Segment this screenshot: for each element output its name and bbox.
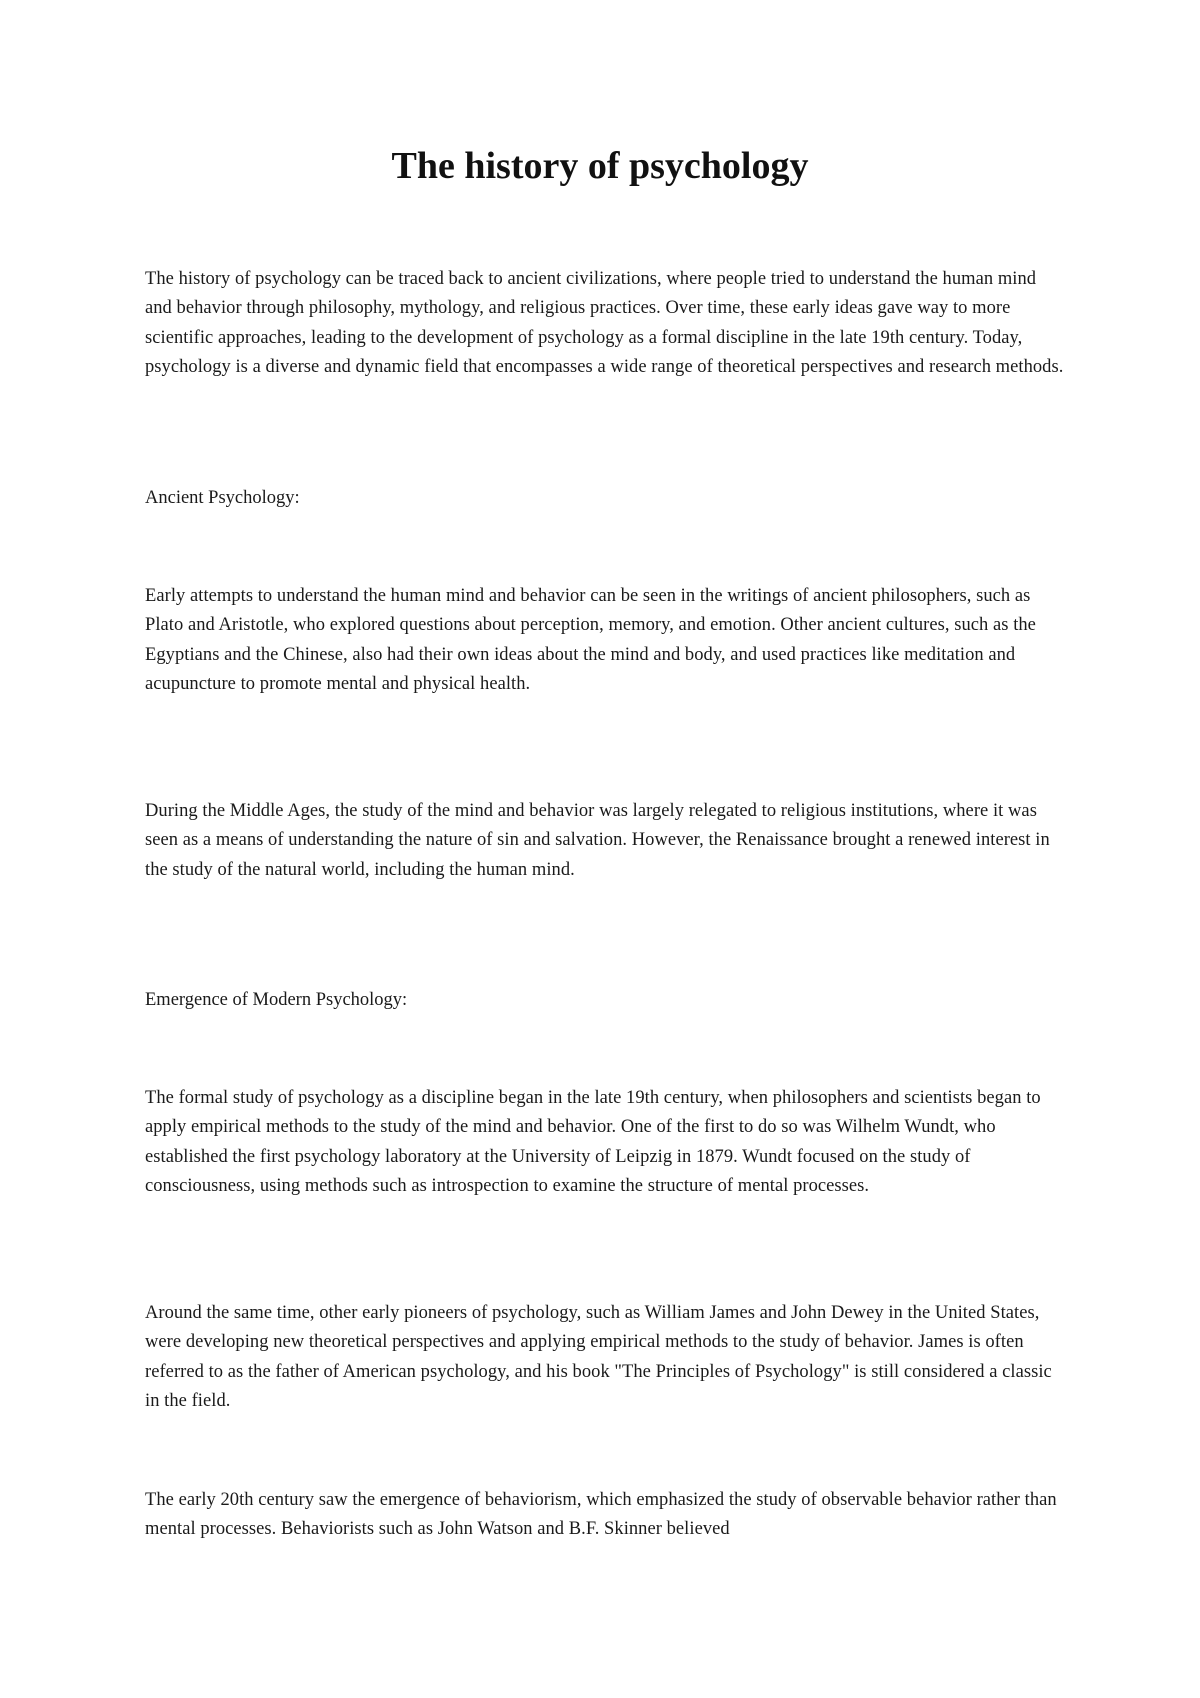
intro-paragraph: The history of psychology can be traced back to ancient civilizations, where people tried to understand the human mind and behavior through philosophy, mythology, and religious practices. Over time, these early ideas gave way to more scientific approaches, leading to the development of psychology as a formal discipline in the late 19th century. Today, psychology is a diverse and dynamic field that encompasses a wide range of theoretical perspectives and research methods. [145, 269, 1064, 377]
paragraph-ancient-2: During the Middle Ages, the study of the mind and behavior was largely relegated to religious institutions, where it was seen as a means of understanding the nature of sin and salvation. However, the Renaissance brought a renewed interest in the study of the natural world, including the human mind. [145, 801, 1050, 880]
paragraph-modern-2: Around the same time, other early pioneers of psychology, such as William James and John Dewey in the United States, were developing new theoretical perspectives and applying empirical methods to the study of behavior. James is often referred to as the father of American psychology, and his book "The Principles of Psychology" is still considered a classic in the field. [145, 1303, 1052, 1411]
paragraph-ancient-1: Early attempts to understand the human mind and behavior can be seen in the writings of ancient philosophers, such as Plato and Aristotle, who explored questions about perception, memory, and emotion. Other ancient cultures, such as the Egyptians and the Chinese, also had their own ideas about the mind and body, and used practices like meditation and acupuncture to promote mental and physical health. [145, 586, 1036, 694]
paragraph-modern-3: The early 20th century saw the emergence of behaviorism, which emphasized the study of observable behavior rather than mental processes. Behaviorists such as John Watson and B.F. Skinner believed [145, 1490, 1057, 1540]
page-title: The history of psychology [391, 145, 809, 187]
section-heading-modern: Emergence of Modern Psychology: [145, 990, 408, 1010]
section-heading-ancient: Ancient Psychology: [145, 488, 300, 508]
paragraph-modern-1: The formal study of psychology as a discipline began in the late 19th century, when philosophers and scientists began to apply empirical methods to the study of the mind and behavior. One of the first to do so was Wilhelm Wundt, who established the first psychology laboratory at the University of Leipzig in 1879. Wundt focused on the study of consciousness, using methods such as introspection to examine the structure of mental processes. [145, 1088, 1041, 1196]
